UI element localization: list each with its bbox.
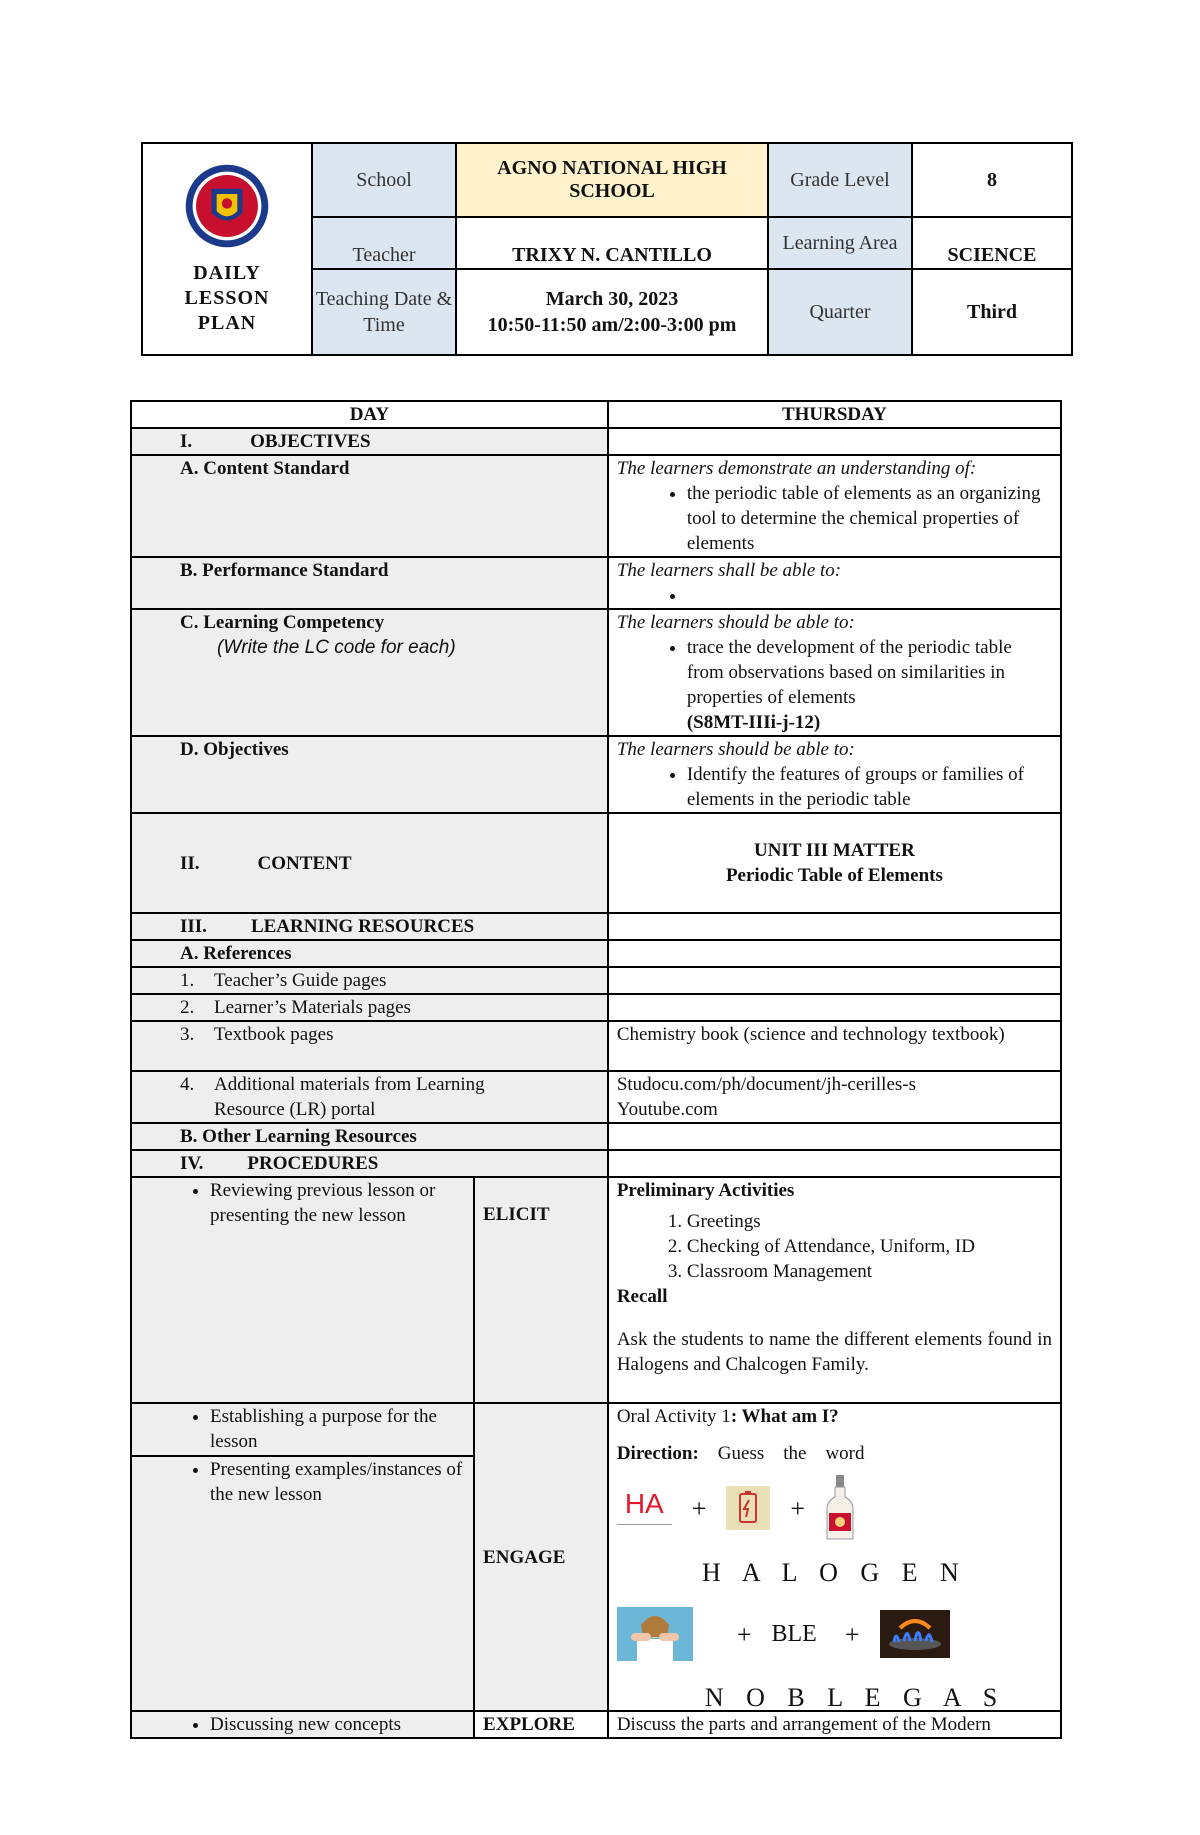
- explore-task: • Discussing new concepts: [131, 1711, 474, 1738]
- youtube-link[interactable]: Youtube.com: [616, 1099, 718, 1120]
- objectives-label: D. Objectives: [131, 736, 608, 813]
- engage-task-1: • Establishing a purpose for the lesson: [131, 1403, 474, 1456]
- girl-refusing-icon: [617, 1607, 693, 1661]
- content-value: UNIT III MATTER Periodic Table of Elements: [608, 813, 1061, 913]
- textbook-label: 3. Textbook pages: [131, 1021, 608, 1071]
- performance-standard-label: B. Performance Standard: [131, 557, 608, 609]
- date-value: March 30, 2023 10:50-11:50 am/2:00-3:00 pm: [456, 269, 768, 355]
- resources-empty: [608, 913, 1061, 940]
- studocu-link[interactable]: Studocu.com/ph/document/jh-cerilles-s: [616, 1074, 917, 1095]
- gin-bottle-icon: [825, 1475, 855, 1541]
- explore-row: [131, 1711, 1061, 1738]
- noble-gas-answer: N O B L E G A S: [704, 1683, 1006, 1712]
- other-resources-empty: [608, 1123, 1061, 1150]
- engage-phase: ENGAGE: [474, 1403, 608, 1711]
- textbook-value: Chemistry book (science and technology textbook): [608, 1021, 1061, 1071]
- objectives-heading: I. OBJECTIVES: [131, 428, 608, 455]
- elicit-content: Preliminary Activities 1. Greetings 2. Checking of Attendance, Uniform, ID 3. Classroom Management Recall Ask the students to name the different elements found in Halogens and Chalcogen Family.: [608, 1177, 1061, 1403]
- performance-standard-bullet: [687, 583, 1052, 608]
- objectives-bullet: • Identify the features of groups or families of elements in the periodic table: [687, 762, 1052, 812]
- engage-row-1: [131, 1403, 1061, 1456]
- performance-standard-value: The learners shall be able to: •: [608, 557, 1061, 609]
- content-standard-bullet: • the periodic table of elements as an organizing tool to determine the chemical properties of elements: [687, 481, 1052, 556]
- lr-portal-label: 4. Additional materials from Learning Resource (LR) portal: [131, 1071, 608, 1123]
- teacher-value: TRIXY N. CANTILLO: [456, 217, 768, 269]
- area-label: Learning Area: [768, 217, 912, 269]
- explore-phase: EXPLORE: [474, 1711, 608, 1738]
- content-standard-label: A. Content Standard: [131, 455, 608, 557]
- other-resources-row: [131, 1123, 1061, 1150]
- quarter-value: Third: [912, 269, 1072, 355]
- ha-text-image: HA: [617, 1491, 672, 1525]
- header-table: [141, 142, 1073, 356]
- school-label: School: [312, 143, 456, 217]
- objectives-row: [131, 736, 1061, 813]
- references-label: A. References: [131, 940, 608, 967]
- explore-content: Discuss the parts and arrangement of the Modern: [608, 1711, 1061, 1738]
- lm-label: 2. Learner’s Materials pages: [131, 994, 608, 1021]
- halogen-puzzle: HA + +: [617, 1474, 1052, 1542]
- competency-bullet: • trace the development of the periodic table from observations based on similarities in properties of elements (S8MT-IIIi-j-12): [687, 635, 1052, 735]
- objectives-value: The learners should be able to: • Identify the features of groups or families of elements in the periodic table: [608, 736, 1061, 813]
- lr-portal-row: [131, 1071, 1061, 1123]
- procedures-empty: [608, 1150, 1061, 1177]
- content-row: [131, 813, 1061, 913]
- elicit-phase: ELICIT: [474, 1177, 608, 1403]
- references-row: [131, 940, 1061, 967]
- noble-gas-puzzle: + BLE +: [617, 1607, 1052, 1661]
- day-row: [131, 401, 1061, 428]
- tg-row: [131, 967, 1061, 994]
- competency-value: The learners should be able to: • trace the development of the periodic table from observations based on similarities in properties of elements (S8MT-IIIi-j-12): [608, 609, 1061, 736]
- competency-row: [131, 609, 1061, 736]
- lm-row: [131, 994, 1061, 1021]
- gas-flame-icon: [880, 1610, 950, 1658]
- halogen-answer: H A L O G E N: [702, 1558, 967, 1587]
- performance-standard-row: [131, 557, 1061, 609]
- teacher-label: Teacher: [312, 217, 456, 269]
- engage-task-2: • Presenting examples/instances of the new lesson: [131, 1456, 474, 1711]
- grade-label: Grade Level: [768, 143, 912, 217]
- ble-text: BLE: [771, 1620, 817, 1647]
- preliminary-list: 1. Greetings 2. Checking of Attendance, Uniform, ID 3. Classroom Management: [617, 1209, 1052, 1284]
- procedures-heading: IV. PROCEDURES: [131, 1150, 608, 1177]
- content-standard-row: [131, 455, 1061, 557]
- battery-icon: [726, 1486, 770, 1530]
- lm-empty: [608, 994, 1061, 1021]
- lesson-plan-table: [130, 400, 1062, 1739]
- date-label: Teaching Date & Time: [312, 269, 456, 355]
- other-resources-label: B. Other Learning Resources: [131, 1123, 608, 1150]
- tg-label: 1. Teacher’s Guide pages: [131, 967, 608, 994]
- tg-empty: [608, 967, 1061, 994]
- resources-heading: III. LEARNING RESOURCES: [131, 913, 608, 940]
- procedures-header-row: [131, 1150, 1061, 1177]
- quarter-label: Quarter: [768, 269, 912, 355]
- elicit-task: • Reviewing previous lesson or presenting the new lesson: [131, 1177, 474, 1403]
- elicit-row: [131, 1177, 1061, 1403]
- area-value: SCIENCE: [912, 217, 1072, 269]
- references-empty: [608, 940, 1061, 967]
- resources-header-row: [131, 913, 1061, 940]
- school-value: AGNO NATIONAL HIGH SCHOOL: [456, 143, 768, 217]
- objectives-empty: [608, 428, 1061, 455]
- grade-value: 8: [912, 143, 1072, 217]
- day-label: DAY: [131, 401, 608, 428]
- logo-cell: [142, 143, 312, 355]
- engage-content: Oral Activity 1: What am I? Direction: Guess the word HA + + H A L O G E N + BLE + N O B L E G A S: [608, 1403, 1061, 1711]
- day-value: THURSDAY: [608, 401, 1061, 428]
- content-heading: II. CONTENT: [131, 813, 608, 913]
- competency-label: C. Learning Competency (Write the LC code for each): [131, 609, 608, 736]
- lr-portal-value: [608, 1071, 1061, 1123]
- objectives-header-row: [131, 428, 1061, 455]
- dlp-title: DAILY LESSON PLAN: [184, 261, 270, 334]
- textbook-row: [131, 1021, 1061, 1071]
- deped-seal-icon: [184, 163, 270, 249]
- content-standard-value: The learners demonstrate an understanding of: • the periodic table of elements as an organizing tool to determine the chemical properties of elements: [608, 455, 1061, 557]
